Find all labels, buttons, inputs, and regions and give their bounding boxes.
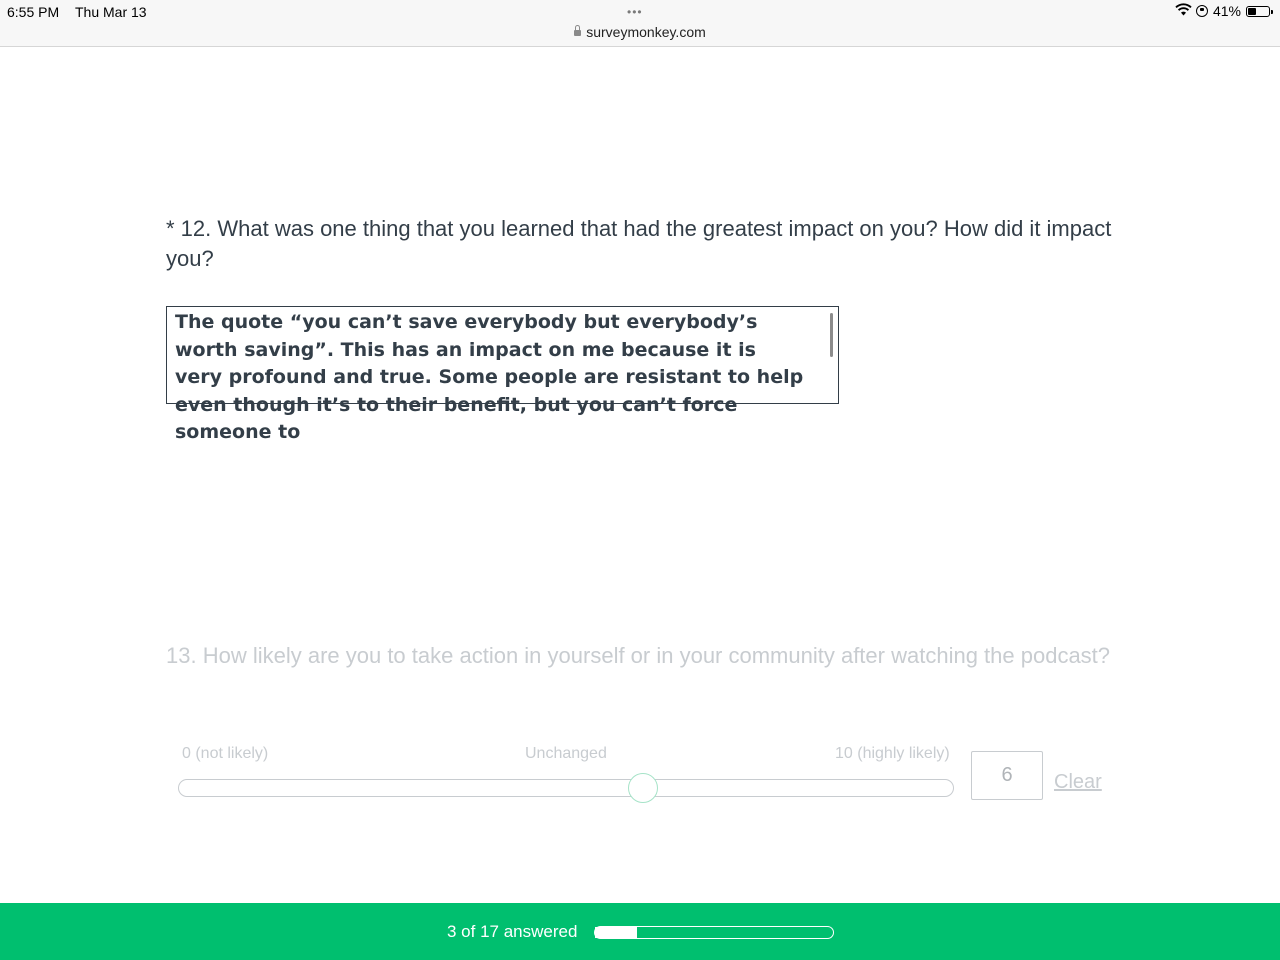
question-12-answer-textarea[interactable]	[166, 306, 839, 443]
progress-bar	[594, 926, 834, 939]
progress-label: 3 of 17 answered	[447, 922, 578, 941]
progress-bar-fill	[595, 927, 637, 938]
textarea-scrollbar[interactable]	[830, 313, 833, 357]
scale-label-high: 10 (highly likely)	[835, 745, 950, 762]
tab-dots-icon[interactable]: •••	[627, 5, 643, 19]
battery-percent: 41%	[1212, 3, 1241, 19]
battery-icon	[1246, 6, 1270, 17]
lock-icon	[574, 30, 581, 36]
likelihood-slider-thumb[interactable]	[628, 773, 658, 803]
question-12-answer-text[interactable]: The quote “you can’t save everybody but everybody’s worth saving”. This has an impact on me because it is very profound and true. Some people are resistant to help even though it’s to their benefit, but you can’t force someone to	[175, 311, 810, 443]
wifi-icon	[1175, 3, 1192, 19]
browser-top-bar	[0, 0, 1280, 47]
address-bar[interactable]	[0, 24, 1280, 40]
rotation-lock-icon	[1196, 5, 1208, 17]
question-13-title: 13. How likely are you to take action in yourself or in your community after watching the podcast?	[166, 643, 1111, 668]
question-12-title: * 12. What was one thing that you learned that had the greatest impact on you? How did it impact you?	[166, 216, 1112, 271]
slider-value-input[interactable]: 6	[971, 751, 1043, 800]
clear-link[interactable]: Clear	[1054, 771, 1102, 793]
likelihood-slider-track[interactable]	[178, 779, 954, 797]
scale-label-mid: Unchanged	[525, 745, 607, 762]
scale-label-low: 0 (not likely)	[182, 745, 269, 762]
status-time: 6:55 PM	[7, 4, 60, 20]
status-date: Thu Mar 13	[75, 4, 147, 20]
url-text: surveymonkey.com	[586, 24, 706, 40]
status-indicators	[1175, 3, 1270, 19]
